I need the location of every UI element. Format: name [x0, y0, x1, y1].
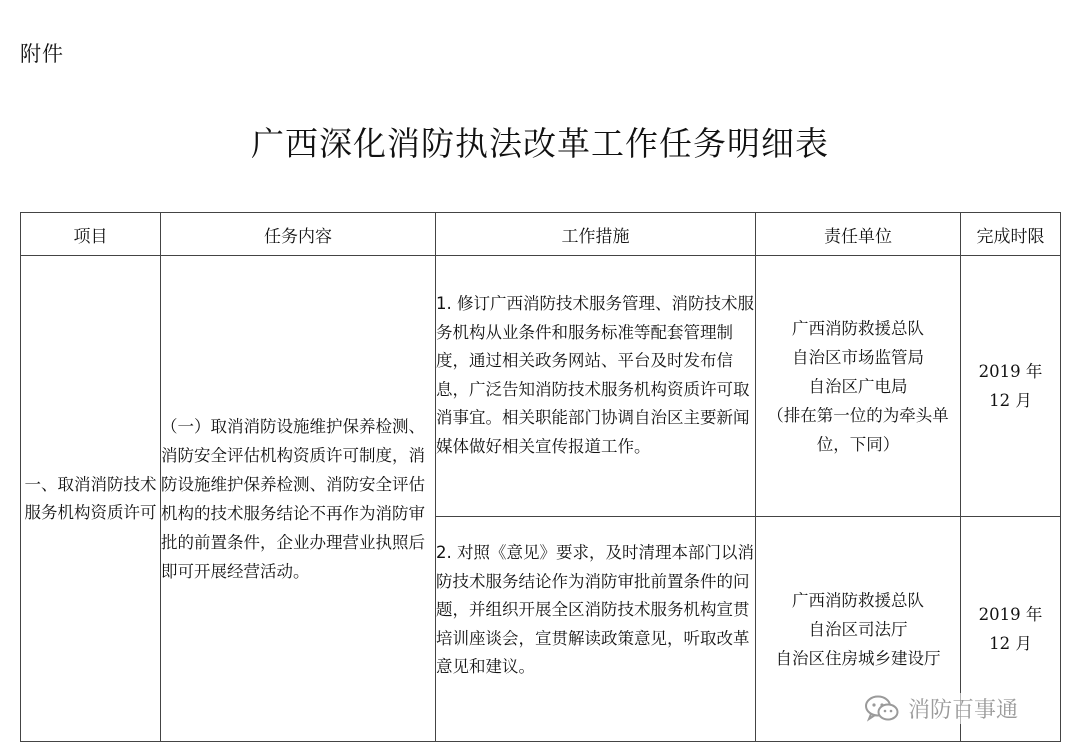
document-title: 广西深化消防执法改革工作任务明细表	[251, 124, 829, 163]
watermark-text: 消防百事通	[908, 698, 1019, 723]
wechat-icon	[864, 694, 900, 724]
unit-line: 自治区司法厅	[808, 619, 908, 639]
unit-line: 广西消防救援总队	[792, 590, 924, 610]
header-unit: 责任单位	[756, 213, 961, 256]
project-cell: 一、取消消防技术服务机构资质许可	[21, 256, 161, 742]
watermark	[860, 693, 1022, 724]
measure-cell-1: 1. 修订广西消防技术服务管理、消防技术服务机构从业条件和服务标准等配套管理制度，通过相关政务网站、平台及时发布信息，广泛告知消防技术服务机构资质许可取消事宜。相关职能部门协调自治区主要新闻媒体做好相关宣传报道工作。	[436, 256, 756, 517]
header-deadline: 完成时限	[961, 213, 1061, 256]
unit-line: 广西消防救援总队	[792, 318, 924, 338]
measure-cell-2: 2. 对照《意见》要求，及时清理本部门以消防技术服务结论作为消防审批前置条件的问题，并组织开展全区消防技术服务机构宣贯培训座谈会，宣贯解读政策意见，听取改革意见和建议。	[436, 517, 756, 742]
header-project: 项目	[21, 213, 161, 256]
deadline-year: 2019 年	[978, 605, 1043, 624]
unit-line: 自治区市场监管局	[792, 347, 924, 367]
table-header-row	[21, 213, 1061, 256]
task-table	[20, 212, 1061, 742]
deadline-cell-1	[961, 256, 1061, 517]
deadline-month: 12 月	[989, 391, 1032, 410]
task-cell: （一）取消消防设施维护保养检测、消防安全评估机构资质许可制度，消防设施维护保养检测、消防安全评估机构的技术服务结论不再作为消防审批的前置条件，企业办理营业执照后即可开展经营活动。	[161, 256, 436, 742]
header-task: 任务内容	[161, 213, 436, 256]
deadline-month: 12 月	[989, 634, 1032, 653]
unit-line: 自治区广电局	[808, 376, 908, 396]
unit-note: （排在第一位的为牵头单位，下同）	[767, 405, 949, 454]
header-measure: 工作措施	[436, 213, 756, 256]
deadline-year: 2019 年	[978, 362, 1043, 381]
attachment-label: 附件	[20, 42, 64, 66]
unit-cell-1	[756, 256, 961, 517]
table-row	[21, 256, 1061, 517]
unit-line: 自治区住房城乡建设厅	[775, 648, 941, 668]
